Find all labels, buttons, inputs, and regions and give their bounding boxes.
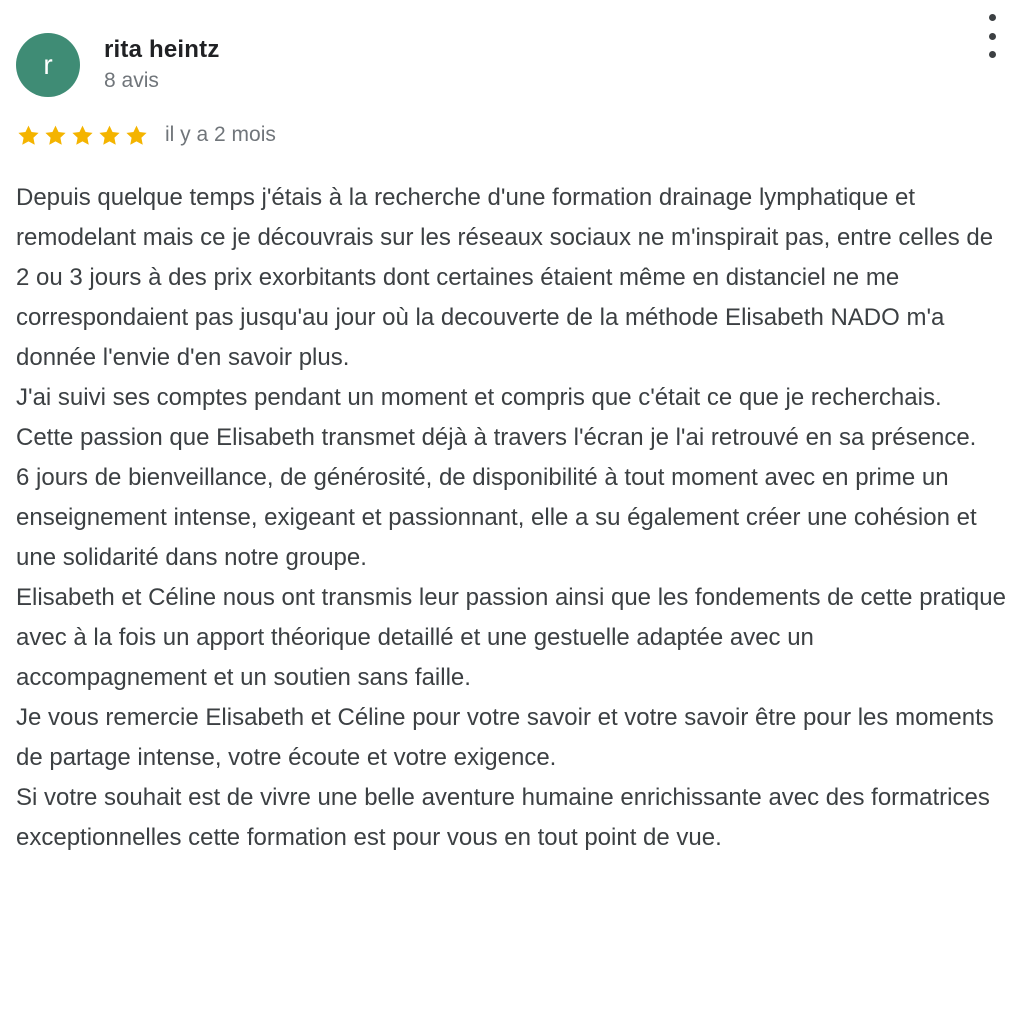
star-icon	[43, 123, 68, 148]
review-paragraph: Cette passion que Elisabeth transmet déjà à travers l'écran je l'ai retrouvé en sa présence.	[16, 424, 977, 451]
review-paragraph: 6 jours de bienveillance, de générosité, de disponibilité à tout moment avec en prime un enseignement intense, exigeant et passionnant, elle a su également créer une cohésion et une solidarité dans notre groupe.	[16, 464, 977, 571]
review-paragraph: Depuis quelque temps j'étais à la recherche d'une formation drainage lymphatique et remodelant mais ce je découvrais sur les réseaux sociaux ne m'inspirait pas, entre celles de 2 ou 3 jours à des prix exorbitants dont certaines étaient même en distanciel ne me correspondaient pas jusqu'au jour où la decouverte de la méthode Elisabeth NADO m'a donnée l'envie d'en savoir plus.	[16, 184, 994, 371]
star-icon	[16, 123, 41, 148]
review-paragraph: Elisabeth et Céline nous ont transmis leur passion ainsi que les fondements de cette pratique avec à la fois un apport théorique detaillé et une gestuelle adaptée avec un accompagnement et un soutien sans faille.	[16, 584, 1006, 691]
review-paragraph: Je vous remercie Elisabeth et Céline pour votre savoir et votre savoir être pour les moments de partage intense, votre écoute et votre exigence.	[16, 704, 994, 771]
star-rating	[16, 123, 149, 148]
review-card	[16, 32, 1006, 858]
review-paragraph: Si votre souhait est de vivre une belle aventure humaine enrichissante avec des formatrices exceptionnelles cette formation est pour vous en tout point de vue.	[16, 784, 990, 851]
star-icon	[97, 123, 122, 148]
more-dot	[989, 51, 996, 58]
author-name[interactable]: rita heintz	[104, 36, 220, 63]
more-vert-icon[interactable]	[978, 14, 1006, 58]
review-paragraph: J'ai suivi ses comptes pendant un moment et compris que c'était ce que je recherchais.	[16, 384, 942, 411]
star-icon	[124, 123, 149, 148]
review-header	[16, 32, 1006, 98]
more-dot	[989, 33, 996, 40]
avatar[interactable]: r	[16, 33, 80, 97]
author-review-count: 8 avis	[104, 69, 159, 92]
review-text	[16, 178, 1006, 858]
rating-row	[16, 120, 1006, 150]
review-time: il y a 2 mois	[165, 123, 276, 146]
star-icon	[70, 123, 95, 148]
more-dot	[989, 14, 996, 21]
author-info	[104, 35, 220, 95]
